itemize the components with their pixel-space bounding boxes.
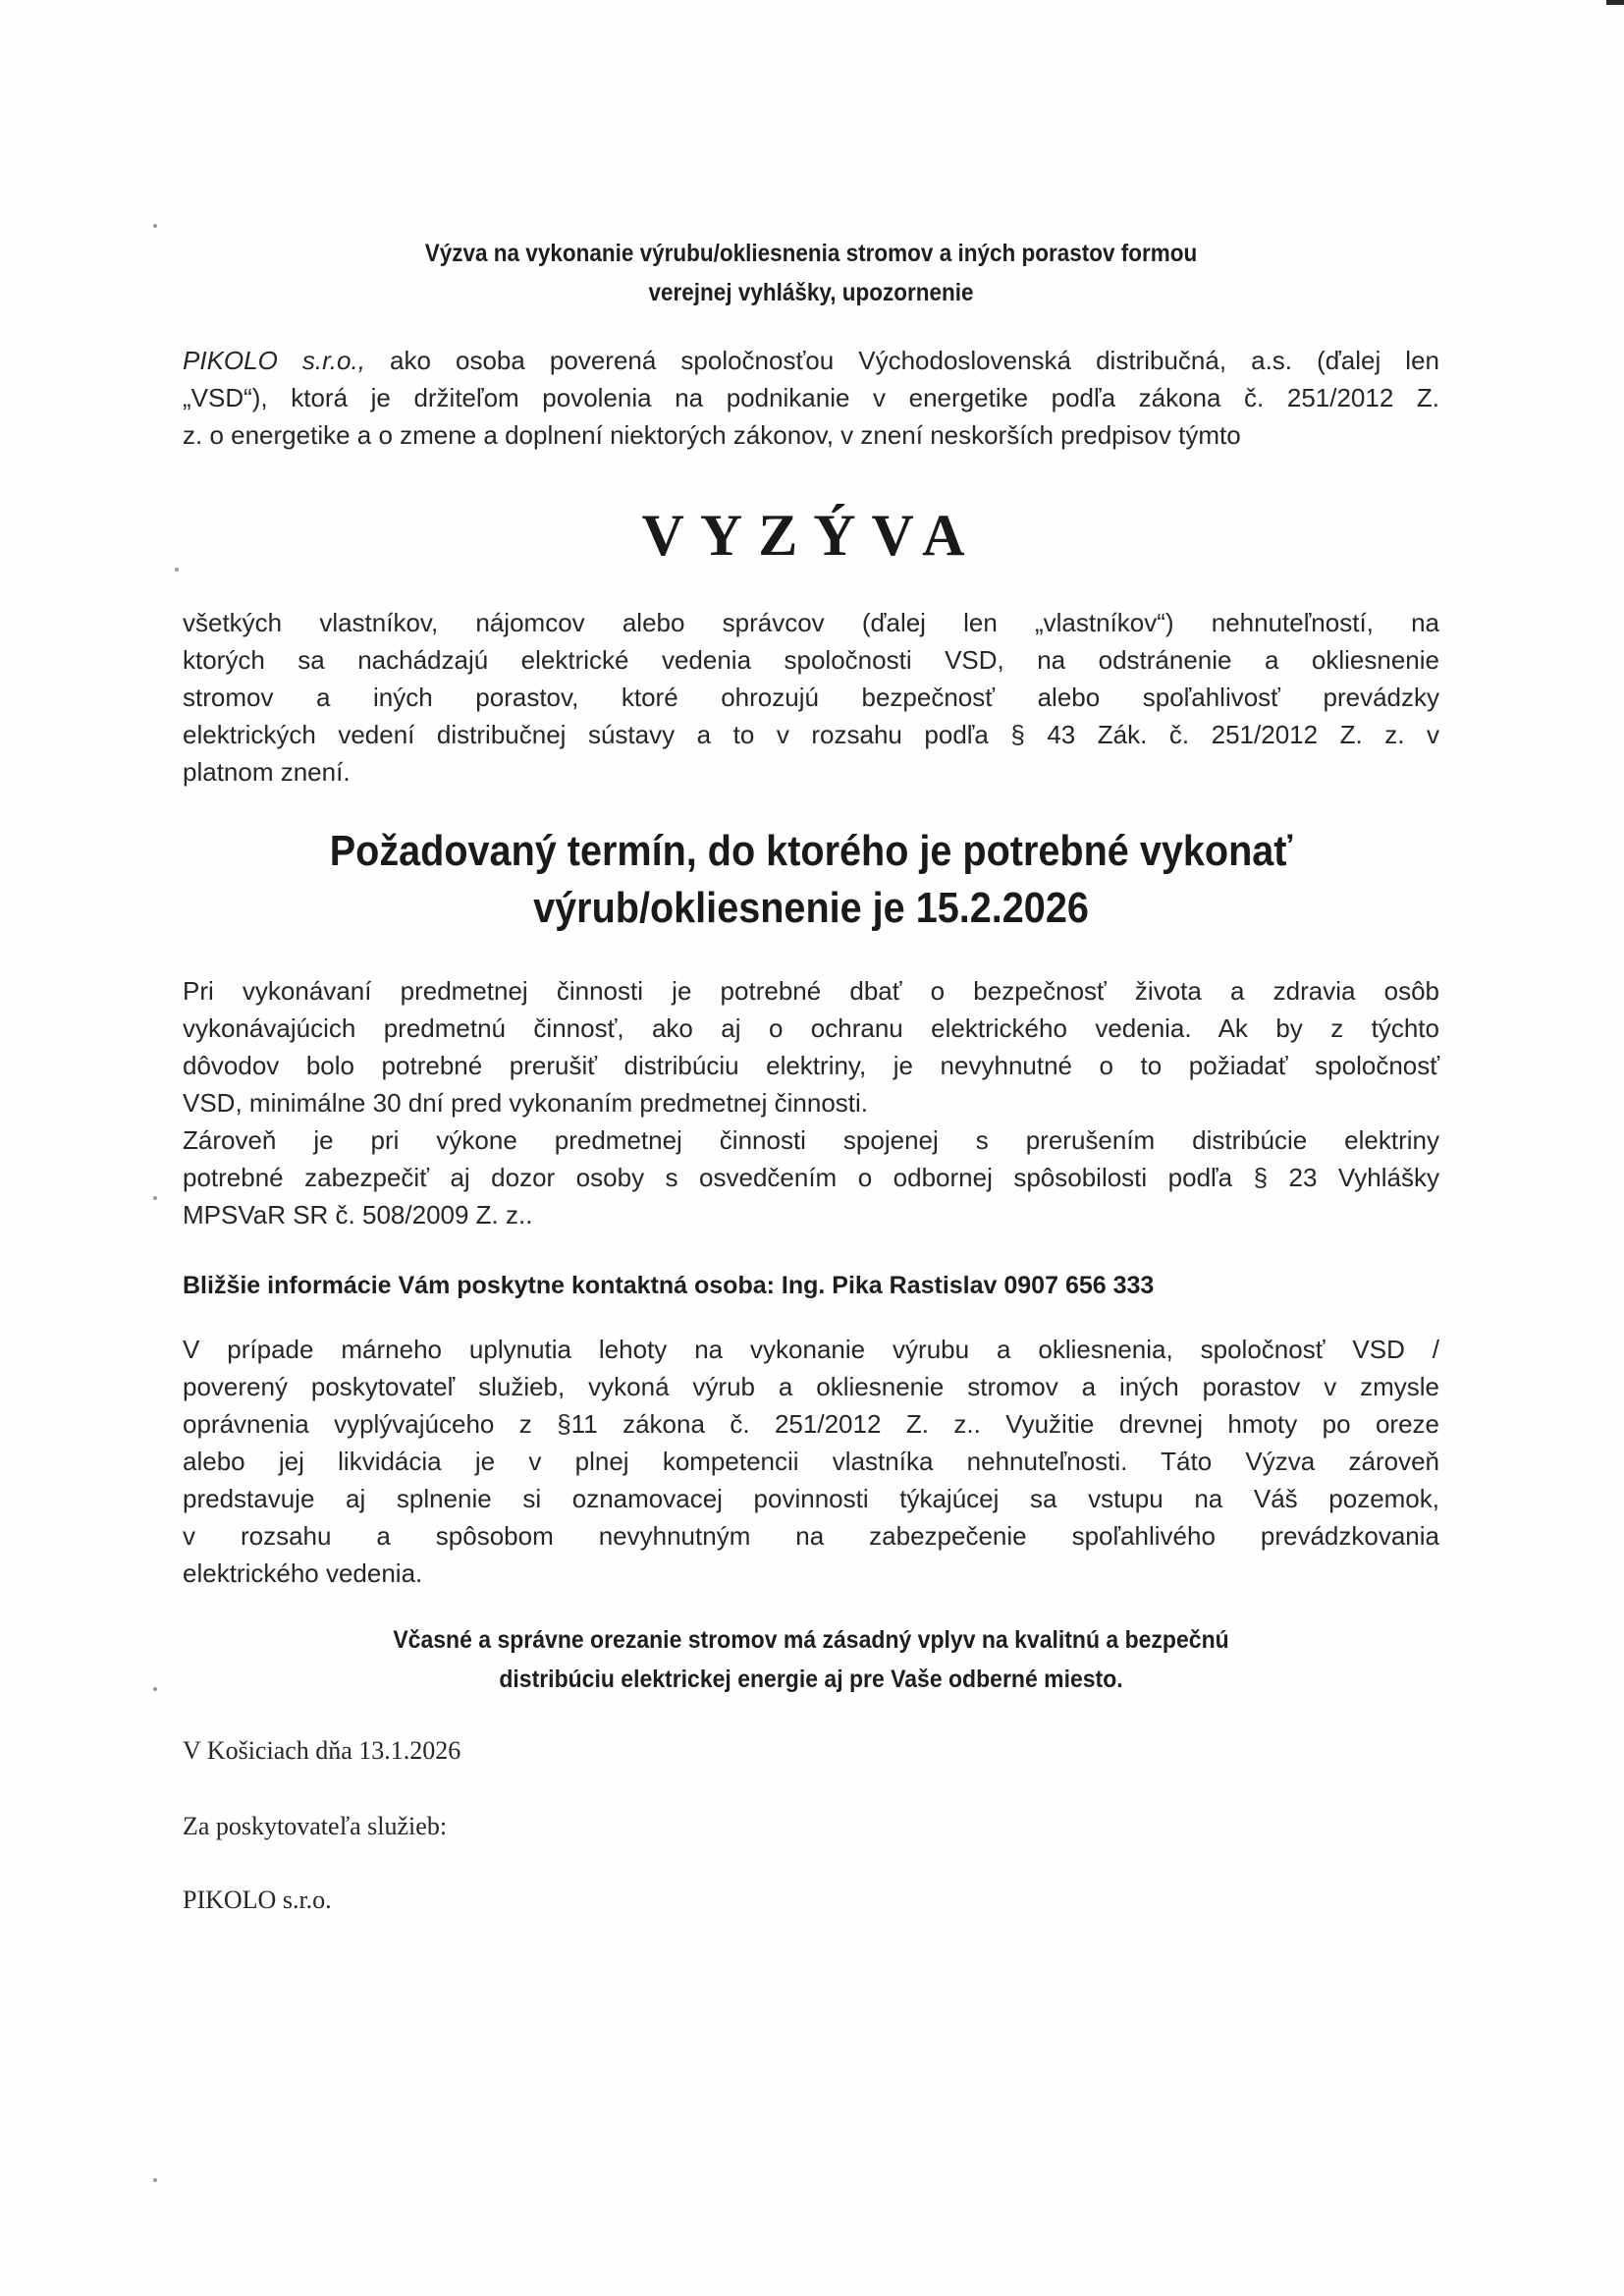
title-line: Výzva na vykonanie výrubu/okliesnenia stromov a iných porastov formou	[424, 240, 1198, 267]
scan-dot	[153, 1196, 157, 1200]
supervision-paragraph	[183, 1121, 1439, 1233]
supervision-line: potrebné zabezpečiť aj dozor osoby s osvedčením o odbornej spôsobilosti podľa § 23 Vyhlášky	[183, 1163, 1439, 1192]
safety-paragraph	[183, 972, 1439, 1121]
lapse-line: oprávnenia vyplývajúceho z §11 zákona č. 251/2012 Z. z.. Využitie drevnej hmoty po oreze	[183, 1409, 1439, 1439]
place-and-date: V Košiciach dňa 13.1.2026	[183, 1736, 461, 1765]
signature-label: Za poskytovateľa služieb:	[183, 1812, 448, 1840]
scan-corner-mark	[1606, 0, 1624, 5]
lapse-line: v rozsahu a spôsobom nevyhnutným na zabezpečenie spoľahlivého prevádzkovania	[183, 1521, 1439, 1551]
signature-company: PIKOLO s.r.o.	[183, 1886, 332, 1914]
title-line: verejnej vyhlášky, upozornenie	[648, 279, 974, 306]
intro-line: ako osoba poverená spoločnosťou Východoslovenská distribučná, a.s. (ďalej len	[364, 346, 1439, 375]
deadline-heading	[245, 823, 1377, 937]
addressees-line: všetkých vlastníkov, nájomcov alebo správcov (ďalej len „vlastníkov“) nehnuteľností, na	[183, 608, 1439, 637]
lapse-line: alebo jej likvidácia je v plnej kompetencii vlastníka nehnuteľnosti. Táto Výzva zároveň	[183, 1447, 1439, 1476]
safety-line: dôvodov bolo potrebné prerušiť distribúciu elektriny, je nevyhnutné o to požiadať spoločnosť	[183, 1051, 1439, 1080]
supervision-line: Zároveň je pri výkone predmetnej činnosti spojenej s prerušením distribúcie elektriny	[183, 1125, 1439, 1155]
lapse-line: predstavuje aj splnenie si oznamovacej povinnosti týkajúcej sa vstupu na Váš pozemok,	[183, 1484, 1439, 1513]
scan-dot	[175, 568, 179, 572]
scan-dot	[153, 2178, 157, 2182]
safety-line: vykonávajúcich predmetnú činnosť, ako aj o ochranu elektrického vedenia. Ak by z týchto	[183, 1013, 1439, 1043]
deadline-line: výrub/okliesnenie je 15.2.2026	[533, 884, 1089, 932]
company-name-italic: PIKOLO s.r.o.,	[183, 346, 365, 375]
document-title	[245, 234, 1377, 312]
intro-line: z. o energetike a o zmene a doplnení niektorých zákonov, v znení neskorších predpisov týmto	[183, 420, 1241, 450]
closing-statement	[233, 1620, 1389, 1699]
supervision-line: MPSVaR SR č. 508/2009 Z. z..	[183, 1200, 533, 1230]
scan-dot	[153, 224, 157, 228]
lapse-paragraph	[183, 1331, 1439, 1592]
closing-line: Včasné a správne orezanie stromov má zásadný vplyv na kvalitnú a bezpečnú	[393, 1626, 1229, 1654]
safety-line: VSD, minimálne 30 dní pred vykonaním predmetnej činnosti.	[183, 1088, 869, 1118]
addressees-line: elektrických vedení distribučnej sústavy a to v rozsahu podľa § 43 Zák. č. 251/2012 Z. z. v	[183, 720, 1439, 749]
lapse-line: poverený poskytovateľ služieb, vykoná výrub a okliesnenie stromov a iných porastov v zmysle	[183, 1372, 1439, 1401]
intro-line: „VSD“), ktorá je držiteľom povolenia na podnikanie v energetike podľa zákona č. 251/2012 Z.	[183, 383, 1439, 412]
lapse-line: V prípade márneho uplynutia lehoty na vykonanie výrubu a okliesnenia, spoločnosť VSD /	[183, 1335, 1439, 1364]
addressees-line: platnom znení.	[183, 757, 351, 787]
lapse-line: elektrického vedenia.	[183, 1558, 423, 1588]
deadline-line: Požadovaný termín, do ktorého je potrebné vykonať	[329, 827, 1293, 875]
intro-paragraph	[183, 342, 1439, 454]
addressees-line: ktorých sa nachádzajú elektrické vedenia spoločnosti VSD, na odstránenie a okliesnenie	[183, 645, 1439, 675]
safety-line: Pri vykonávaní predmetnej činnosti je potrebné dbať o bezpečnosť života a zdravia osôb	[183, 976, 1439, 1006]
closing-line: distribúciu elektrickej energie aj pre Vaše odberné miesto.	[499, 1666, 1123, 1693]
contact-info: Bližšie informácie Vám poskytne kontaktná osoba: Ing. Pika Rastislav 0907 656 333	[183, 1272, 1155, 1299]
addressees-line: stromov a iných porastov, ktoré ohrozujú bezpečnosť alebo spoľahlivosť prevádzky	[183, 683, 1439, 712]
scan-dot	[153, 1687, 157, 1691]
addressees-paragraph	[183, 604, 1439, 791]
vyzyva-heading: VYZÝVA	[641, 503, 981, 568]
